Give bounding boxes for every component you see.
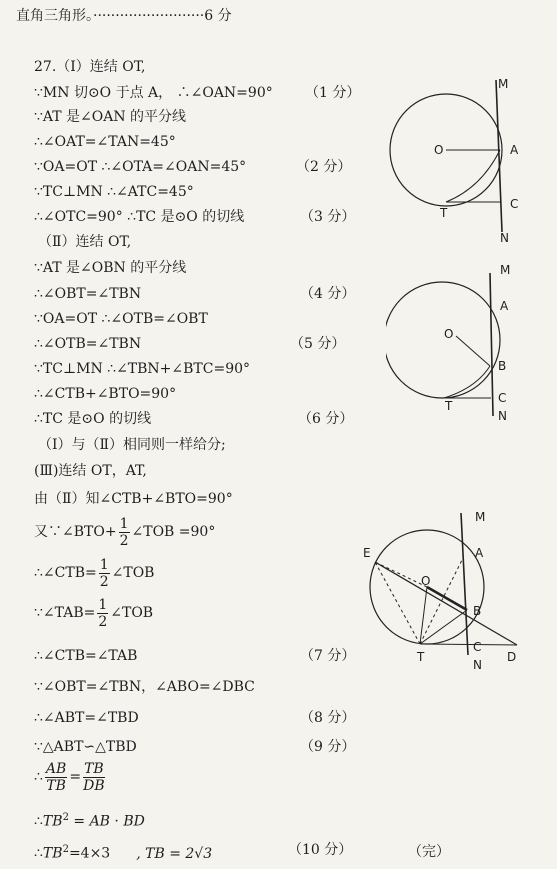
- segment-ta: [420, 560, 462, 644]
- line-text: = AB · BD: [68, 813, 145, 830]
- label-t: T: [417, 650, 425, 664]
- solution-line: [34, 757, 107, 797]
- label-t: T: [440, 206, 448, 220]
- label-o: O: [434, 143, 444, 157]
- fraction-denominator: 2: [99, 573, 109, 590]
- line-text: 又∵∠BTO+: [34, 524, 117, 540]
- fraction-numerator: 1: [99, 556, 109, 573]
- solution-line: ∴∠OTC=90° ∴TC 是⊙O 的切线: [34, 209, 245, 225]
- score-mark: （9 分）: [300, 739, 356, 755]
- line-text: TB: [42, 845, 63, 862]
- solution-line: ∴∠OTB=∠TBN: [34, 336, 142, 352]
- label-m: M: [498, 77, 509, 91]
- line-text: ∴: [34, 845, 43, 862]
- solution-line: [34, 512, 215, 552]
- line-text: ∠TOB: [110, 605, 154, 621]
- solution-line: ∵TC⊥MN ∴∠TBN+∠BTC=90°: [34, 361, 251, 377]
- fraction-half: [97, 597, 108, 630]
- solution-line: [34, 809, 145, 831]
- fraction-denominator: TB: [46, 777, 66, 794]
- label-a: A: [500, 299, 509, 313]
- figure-2-secant: [386, 258, 536, 428]
- label-b: B: [473, 604, 482, 618]
- solution-line: ∵AT 是∠OAN 的平分线: [34, 109, 187, 125]
- line-text: ∵∠TAB=: [34, 605, 96, 621]
- line-text: TB: [42, 813, 63, 830]
- header-line: [16, 7, 232, 25]
- header-text: 直角三角形。: [16, 8, 93, 24]
- fraction-numerator: TB: [84, 760, 104, 777]
- label-n: N: [498, 409, 507, 423]
- segment-to: [420, 587, 427, 644]
- solution-line: ∵OA=OT ∴∠OTA=∠OAN=45°: [34, 159, 247, 175]
- line-text: ∴: [34, 813, 43, 830]
- exponent: 2: [62, 844, 69, 855]
- line-text: , TB = 2√3: [136, 845, 213, 862]
- label-a: A: [510, 143, 519, 157]
- label-c: C: [510, 197, 519, 211]
- figure-1-tangent-at-a: [386, 70, 536, 245]
- segment-ob: [456, 336, 490, 366]
- fraction-ab-tb: [45, 761, 67, 794]
- solution-line: ∴∠CTB=∠TAB: [34, 648, 138, 664]
- fraction-numerator: 1: [98, 596, 108, 613]
- label-c: C: [473, 640, 482, 654]
- label-d: D: [507, 650, 517, 664]
- solution-line: ∴∠CTB+∠BTO=90°: [34, 386, 177, 402]
- segment-ob: [427, 587, 467, 610]
- segment-oe: [375, 562, 427, 587]
- solution-line: （Ⅱ）连结 OT,: [38, 234, 132, 250]
- fraction-denominator: 2: [98, 613, 108, 630]
- label-m: M: [500, 263, 511, 277]
- solution-line: [34, 593, 153, 633]
- line-mn: [461, 513, 468, 655]
- score-mark: （4 分）: [300, 286, 356, 302]
- solution-line: ∵OA=OT ∴∠OTB=∠OBT: [34, 311, 208, 327]
- solution-line: ∴∠ABT=∠TBD: [34, 710, 139, 726]
- solution-line: 27.（Ⅰ）连结 OT,: [34, 59, 146, 75]
- label-a: A: [475, 546, 484, 560]
- segment-tb: [420, 610, 467, 644]
- score-mark: （2 分）: [296, 159, 352, 175]
- header-score: 6 分: [204, 8, 232, 24]
- solution-line: ∴TC 是⊙O 的切线: [34, 411, 152, 427]
- label-e: E: [363, 546, 371, 560]
- segment-td: [420, 644, 517, 645]
- line-ed: [375, 562, 517, 645]
- label-o: O: [421, 574, 431, 588]
- segment-te: [375, 562, 420, 644]
- end-mark: （完）: [408, 844, 450, 860]
- fraction-denominator: DB: [83, 777, 105, 794]
- circle-o: [386, 282, 500, 398]
- solution-line: ∵△ABT∽△TBD: [34, 739, 137, 755]
- score-mark: （5 分）: [290, 336, 346, 352]
- figure-3-similar-triangles: [357, 505, 542, 675]
- segment-at: [446, 150, 500, 202]
- line-text: ∠TOB =90°: [131, 524, 216, 540]
- fraction-tb-db: [83, 761, 105, 794]
- fraction-half: [99, 557, 110, 590]
- solution-line: （Ⅰ）与（Ⅱ）相同则一样给分;: [38, 437, 226, 453]
- score-mark: （3 分）: [300, 209, 356, 225]
- label-o: O: [444, 327, 454, 341]
- solution-line: [34, 553, 154, 593]
- score-mark: （1 分）: [305, 85, 361, 101]
- line-text: ∴∠CTB=: [34, 565, 97, 581]
- equals-sign: =: [69, 769, 82, 785]
- fraction-numerator: AB: [45, 760, 67, 777]
- solution-line: [34, 841, 212, 863]
- exponent: 2: [62, 812, 69, 823]
- line-text: ∴: [34, 769, 43, 785]
- label-n: N: [473, 658, 482, 672]
- label-c: C: [498, 391, 507, 405]
- fraction-denominator: 2: [119, 532, 129, 549]
- score-mark: （7 分）: [300, 648, 356, 664]
- solution-line: ∵∠OBT=∠TBN，∠ABO=∠DBC: [34, 679, 255, 695]
- label-m: M: [475, 510, 486, 524]
- solution-line: ∵AT 是∠OBN 的平分线: [34, 260, 187, 276]
- label-t: T: [445, 399, 453, 413]
- label-b: B: [498, 359, 507, 373]
- solution-line: 由（Ⅱ）知∠CTB+∠BTO=90°: [34, 491, 233, 507]
- fraction-numerator: 1: [119, 515, 129, 532]
- score-mark: （8 分）: [300, 710, 356, 726]
- solution-line: ∴∠OBT=∠TBN: [34, 286, 142, 302]
- line-text: ∠TOB: [111, 565, 155, 581]
- line-mn: [490, 273, 493, 416]
- solution-line: ∵TC⊥MN ∴∠ATC=45°: [34, 184, 194, 200]
- line-text: =4×3: [68, 845, 111, 862]
- solution-line: ∵MN 切⊙O 于点 A， ∴∠OAN=90°: [34, 85, 273, 101]
- score-mark: （10 分）: [288, 842, 353, 858]
- header-dots: ·························: [93, 8, 205, 24]
- fraction-half: [119, 516, 130, 549]
- solution-line: (Ⅲ)连结 OT，AT,: [34, 463, 147, 479]
- segment-bt: [444, 366, 490, 398]
- solution-line: ∴∠OAT=∠TAN=45°: [34, 134, 176, 150]
- label-n: N: [500, 231, 509, 245]
- score-mark: （6 分）: [298, 411, 354, 427]
